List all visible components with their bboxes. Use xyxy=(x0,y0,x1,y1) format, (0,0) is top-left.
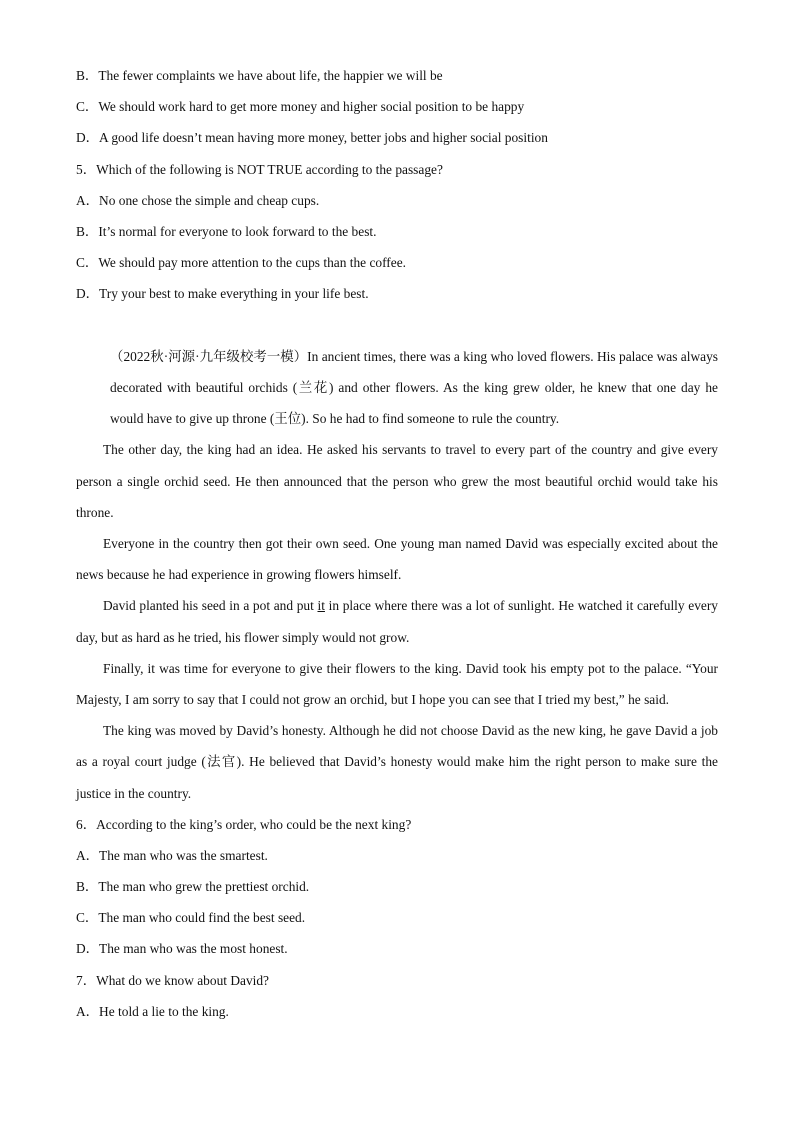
q7-question: 7．What do we know about David? xyxy=(76,972,270,988)
p4-text-after: in place where there was a lot of sunlight. He watched it carefully every day, but as hard as he tried, his flower simply would not grow. xyxy=(76,598,718,645)
passage-paragraph-3: Everyone in the country then got their own seed. One young man named David was especially excited about the news because he had experience in growing flowers himself. xyxy=(76,535,718,583)
document-content xyxy=(76,60,718,1027)
p4-text-before: David planted his seed in a pot and put xyxy=(103,598,318,614)
q5-option-c: C．We should pay more attention to the cups than the coffee. xyxy=(76,255,407,271)
passage-paragraph-5: Finally, it was time for everyone to give their flowers to the king. David took his empty pot to the palace. “Your Majesty, I am sorry to say that I could not grow an orchid, but I hope you can see that I tried my best,” he said. xyxy=(76,660,718,707)
passage-source: （2022秋·河源·九年级校考一模） xyxy=(110,348,308,364)
q6-option-a: A．The man who was the smartest. xyxy=(76,847,268,863)
q5-option-d: D．Try your best to make everything in your life best. xyxy=(76,286,369,302)
q7-option-a: A．He told a lie to the king. xyxy=(76,1003,229,1019)
q4-option-b: B．The fewer complaints we have about life, the happier we will be xyxy=(76,68,443,83)
q5-option-a: A．No one chose the simple and cheap cups. xyxy=(76,192,320,208)
q6-question: 6．According to the king’s order, who could be the next king? xyxy=(76,816,412,832)
passage-p1-text: In ancient times, there was a king who loved flowers. His palace was always decorated with beautiful orchids (兰花) and other flowers. As the king grew older, he knew that one day he would have to give up throne (王位). So he had to find someone to rule the country. xyxy=(110,348,718,427)
q6-option-d: D．The man who was the most honest. xyxy=(76,941,288,957)
passage-paragraph-4 xyxy=(76,590,718,652)
section-gap xyxy=(76,310,718,341)
q6-option-c: C．The man who could find the best seed. xyxy=(76,910,306,926)
q5-question: 5．Which of the following is NOT TRUE according to the passage? xyxy=(76,161,443,177)
q5-option-b: B．It’s normal for everyone to look forward to the best. xyxy=(76,223,377,239)
passage-paragraph-2: The other day, the king had an idea. He asked his servants to travel to every part of the country and give every person a single orchid seed. He then announced that the person who grew the most beautiful orchid would take his throne. xyxy=(76,442,718,520)
q6-option-b: B．The man who grew the prettiest orchid. xyxy=(76,879,310,895)
passage-paragraph-6: The king was moved by David’s honesty. Although he did not choose David as the new king, he gave David a job as a royal court judge (法官). He believed that David’s honesty would make him the right person to make sure the justice in the country. xyxy=(76,723,718,801)
q4-option-d: D．A good life doesn’t mean having more money, better jobs and higher social position xyxy=(76,130,548,146)
passage-paragraph-1 xyxy=(76,341,718,435)
q4-option-c: C．We should work hard to get more money and higher social position to be happy xyxy=(76,99,525,115)
p4-underlined-word: it xyxy=(317,598,325,614)
